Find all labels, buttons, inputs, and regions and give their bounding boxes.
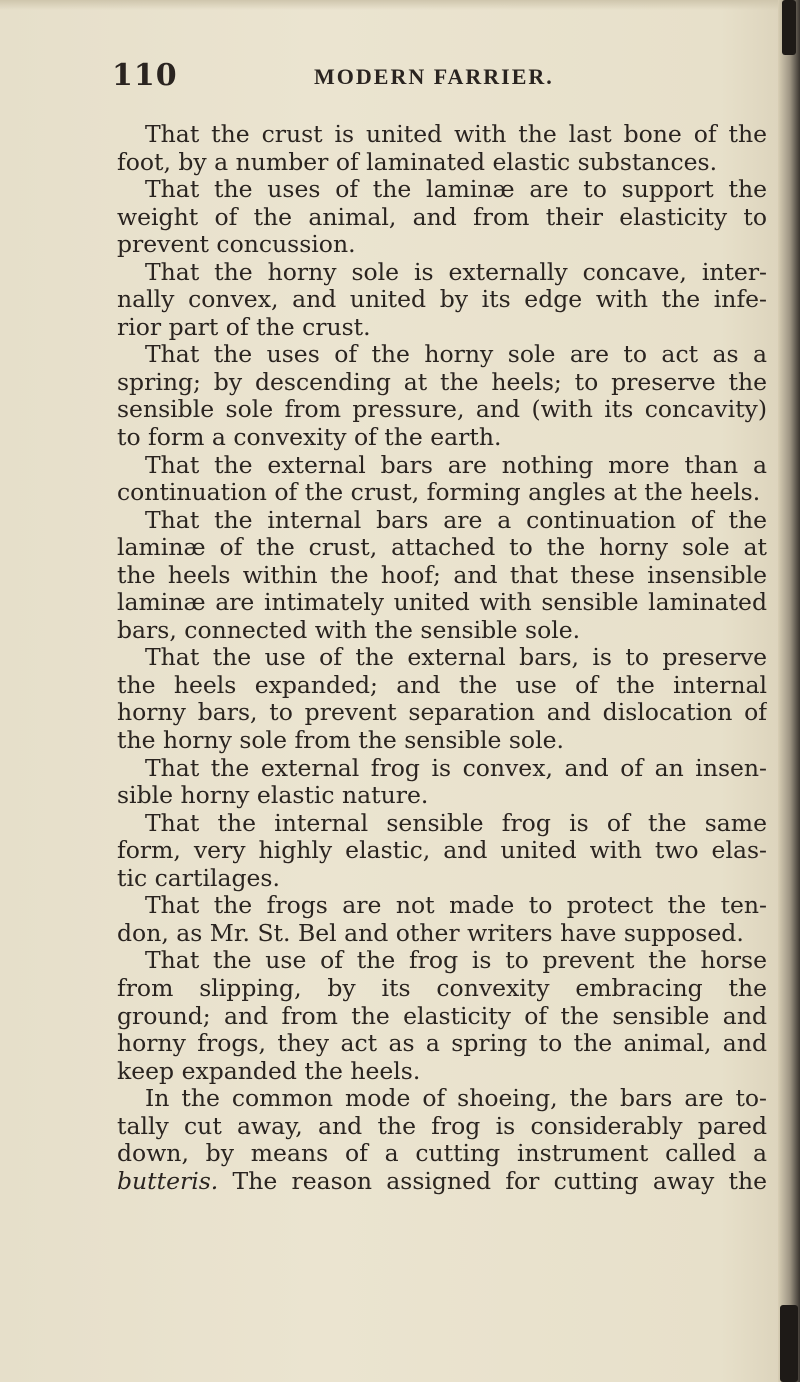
text-line: the heels expanded; and the use of the internal [117,671,767,699]
text-line: That the uses of the horny sole are to act as a [145,341,767,369]
body-text [117,121,767,1195]
text-line: down, by means of a cutting instrument called a [117,1140,767,1168]
text-line: That the external frog is convex, and of an insen- [145,754,767,782]
text-line: That the use of the external bars, is to preserve [145,644,767,672]
text-line: to form a convexity of the earth. [117,424,502,452]
text-line: horny bars, to prevent separation and dislocation of [117,699,767,727]
text-line: tic cartilages. [117,864,280,892]
text-line: nally convex, and united by its edge with the infe- [117,286,767,314]
text-line: keep expanded the heels. [117,1057,421,1085]
page-top-shadow [0,0,800,10]
text-line: ground; and from the elasticity of the sensible and [117,1002,767,1030]
text-line: laminæ of the crust, attached to the horny sole at [117,534,767,562]
binding-mark [780,1305,798,1382]
page-number: 110 [112,58,178,93]
text-line: the horny sole from the sensible sole. [117,727,564,755]
text-line: don, as Mr. St. Bel and other writers have supposed. [117,919,744,947]
text-line: That the frogs are not made to protect the ten- [145,892,767,920]
text-line: the heels within the hoof; and that these insensible [117,561,767,589]
text-line: sensible sole from pressure, and (with its concavity) [117,396,767,424]
text-line: spring; by descending at the heels; to preserve the [117,368,767,396]
text-line: bars, connected with the sensible sole. [117,616,581,644]
text-line: horny frogs, they act as a spring to the animal, and [117,1030,767,1058]
text-line: tally cut away, and the frog is considerably pared [117,1112,767,1140]
text-line: from slipping, by its convexity embracing the [117,974,767,1002]
text-line: That the use of the frog is to prevent the horse [145,947,767,975]
binding-mark [782,0,796,55]
book-binding-edge [778,0,800,1382]
text-line: foot, by a number of laminated elastic substances. [117,148,718,176]
text-line: continuation of the crust, forming angles at the heels. [117,479,761,507]
text-line: In the common mode of shoeing, the bars are to- [145,1085,767,1113]
text-line: That the uses of the laminæ are to support the [145,176,767,204]
text-line: That the internal sensible frog is of the same [145,809,767,837]
text-line: prevent concussion. [117,231,356,259]
text-line: That the internal bars are a continuation of the [145,506,767,534]
text-line: sible horny elastic nature. [117,782,429,810]
running-title: MODERN FARRIER. [314,64,554,89]
text-line: That the crust is united with the last bone of the [145,121,767,148]
text-line: That the external bars are nothing more than a [145,451,767,479]
italic-term: butteris. [117,1167,219,1195]
text-line: weight of the animal, and from their elasticity to [117,203,767,231]
text-line: butteris. The reason assigned for cutting away the [117,1167,767,1195]
text-line: rior part of the crust. [117,313,371,341]
text-line: That the horny sole is externally concave, inter- [145,258,767,286]
text-line: laminæ are intimately united with sensible laminated [117,589,767,617]
page-header [112,58,762,98]
text-line: form, very highly elastic, and united with two elas- [117,837,767,865]
